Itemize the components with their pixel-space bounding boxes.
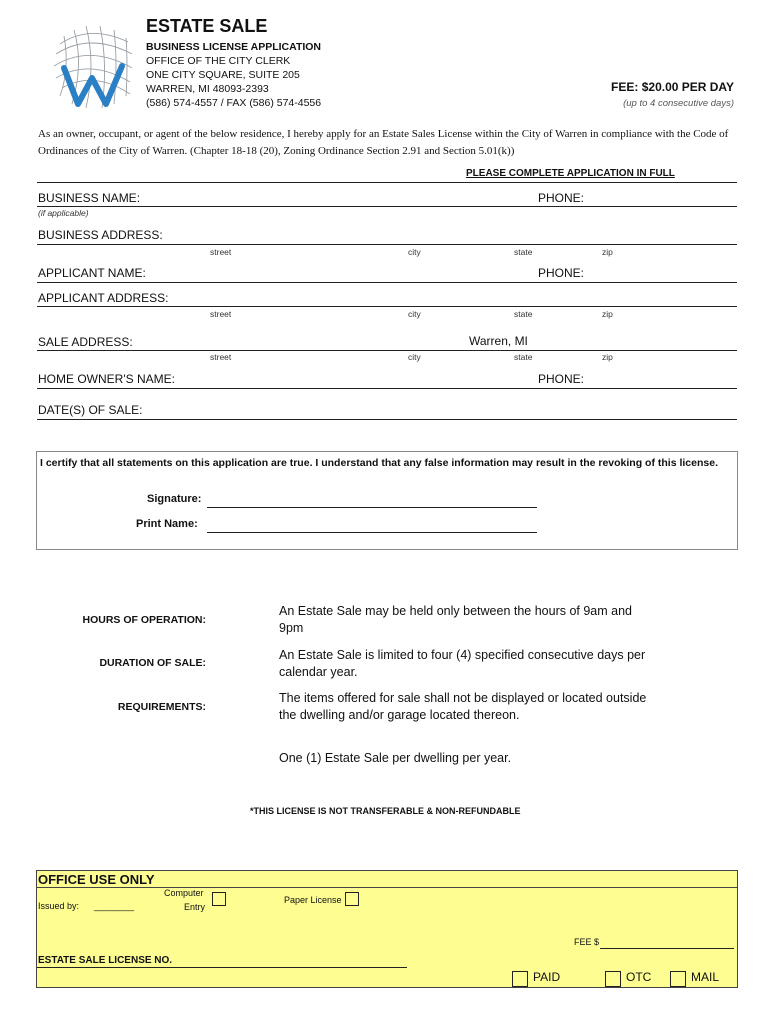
requirements-text: The items offered for sale shall not be displayed or located outside the dwelling and/or garage located thereon. bbox=[279, 691, 647, 722]
state-caption: state bbox=[514, 352, 533, 362]
fee-note: (up to 4 consecutive days) bbox=[623, 98, 734, 109]
certification-text: I certify that all statements on this application are true. I understand that any false information may result in the revoking of this license. bbox=[40, 457, 718, 469]
signature-label: Signature: bbox=[147, 493, 202, 505]
duration-label: DURATION OF SALE: bbox=[99, 657, 206, 669]
paper-license-checkbox[interactable] bbox=[345, 892, 359, 906]
dates-of-sale-field[interactable] bbox=[37, 419, 737, 420]
form-title: ESTATE SALE bbox=[146, 16, 268, 36]
dates-of-sale-label: DATE(S) OF SALE: bbox=[38, 403, 143, 417]
issued-by-field[interactable]: ________ bbox=[94, 901, 135, 911]
city-caption: city bbox=[408, 352, 421, 362]
fee-label: FEE: $20.00 PER DAY bbox=[611, 80, 734, 94]
license-no-field[interactable] bbox=[37, 967, 407, 968]
home-owner-field[interactable] bbox=[37, 388, 737, 389]
office-use-title: OFFICE USE ONLY bbox=[38, 872, 155, 887]
city-caption: city bbox=[408, 247, 421, 257]
paid-checkbox[interactable] bbox=[512, 971, 528, 987]
zip-caption: zip bbox=[602, 247, 613, 257]
sale-address-label: SALE ADDRESS: bbox=[38, 335, 133, 349]
state-caption: state bbox=[514, 309, 533, 319]
otc-checkbox[interactable] bbox=[605, 971, 621, 987]
requirements-label: REQUIREMENTS: bbox=[117, 701, 206, 713]
issued-by-label: Issued by: bbox=[38, 901, 80, 911]
office-phone: (586) 574-4557 / FAX (586) 574-4556 bbox=[146, 97, 322, 109]
business-name-field[interactable] bbox=[37, 206, 737, 207]
business-phone-label: PHONE: bbox=[538, 191, 585, 205]
office-address-2: WARREN, MI 48093-2393 bbox=[146, 83, 269, 95]
computer-entry-checkbox[interactable] bbox=[212, 892, 226, 906]
street-caption: street bbox=[210, 247, 232, 257]
street-caption: street bbox=[210, 352, 232, 362]
zip-caption: zip bbox=[602, 309, 613, 319]
paid-label: PAID bbox=[533, 970, 561, 984]
duration-text: An Estate Sale is limited to four (4) specified consecutive days per calendar year. bbox=[279, 648, 646, 679]
home-owner-label: HOME OWNER'S NAME: bbox=[38, 372, 175, 386]
business-address-field[interactable] bbox=[37, 244, 737, 245]
form-subtitle: BUSINESS LICENSE APPLICATION bbox=[146, 41, 322, 53]
computer-label: Computer bbox=[164, 888, 204, 898]
mail-label: MAIL bbox=[691, 970, 720, 984]
signature-field[interactable] bbox=[207, 507, 537, 508]
if-applicable-note: (if applicable) bbox=[38, 208, 89, 218]
print-name-label: Print Name: bbox=[136, 518, 198, 530]
office-title-divider bbox=[37, 887, 737, 888]
office-fee-label: FEE $ bbox=[574, 937, 600, 947]
city-caption: city bbox=[408, 309, 421, 319]
intro-paragraph: As an owner, occupant, or agent of the below residence, I hereby apply for an Estate Sales License within the City of Warren in compliance with the Code of Ordinances of the City of Warren. (Chapter 18-18 (20), Zoning Ordinance Section 2.91 and Section 5.01(k)) bbox=[38, 128, 729, 157]
applicant-name-label: APPLICANT NAME: bbox=[38, 266, 146, 280]
office-fee-field[interactable] bbox=[600, 948, 734, 949]
applicant-address-field[interactable] bbox=[37, 306, 737, 307]
license-no-label: ESTATE SALE LICENSE NO. bbox=[38, 955, 173, 966]
entry-label: Entry bbox=[184, 902, 206, 912]
state-caption: state bbox=[514, 247, 533, 257]
otc-label: OTC bbox=[626, 970, 652, 984]
instruction: PLEASE COMPLETE APPLICATION IN FULL bbox=[466, 168, 675, 179]
one-per-year-text: One (1) Estate Sale per dwelling per year. bbox=[279, 751, 512, 765]
city-logo-icon bbox=[50, 24, 134, 110]
non-transferable-notice: *THIS LICENSE IS NOT TRANSFERABLE & NON-REFUNDABLE bbox=[250, 806, 521, 816]
office-name: OFFICE OF THE CITY CLERK bbox=[146, 55, 291, 67]
paper-license-label: Paper License bbox=[284, 895, 342, 905]
hours-text: An Estate Sale may be held only between the hours of 9am and 9pm bbox=[279, 604, 633, 635]
hours-label: HOURS OF OPERATION: bbox=[82, 614, 206, 626]
applicant-phone-label: PHONE: bbox=[538, 266, 585, 280]
office-address-1: ONE CITY SQUARE, SUITE 205 bbox=[146, 69, 300, 81]
zip-caption: zip bbox=[602, 352, 613, 362]
print-name-field[interactable] bbox=[207, 532, 537, 533]
home-owner-phone-label: PHONE: bbox=[538, 372, 585, 386]
business-address-label: BUSINESS ADDRESS: bbox=[38, 228, 163, 242]
business-name-label: BUSINESS NAME: bbox=[38, 191, 141, 205]
mail-checkbox[interactable] bbox=[670, 971, 686, 987]
sale-address-field[interactable] bbox=[37, 350, 737, 351]
instruction-divider bbox=[37, 182, 737, 183]
sale-city-value: Warren, MI bbox=[469, 334, 528, 348]
street-caption: street bbox=[210, 309, 232, 319]
applicant-name-field[interactable] bbox=[37, 282, 737, 283]
applicant-address-label: APPLICANT ADDRESS: bbox=[38, 291, 169, 305]
